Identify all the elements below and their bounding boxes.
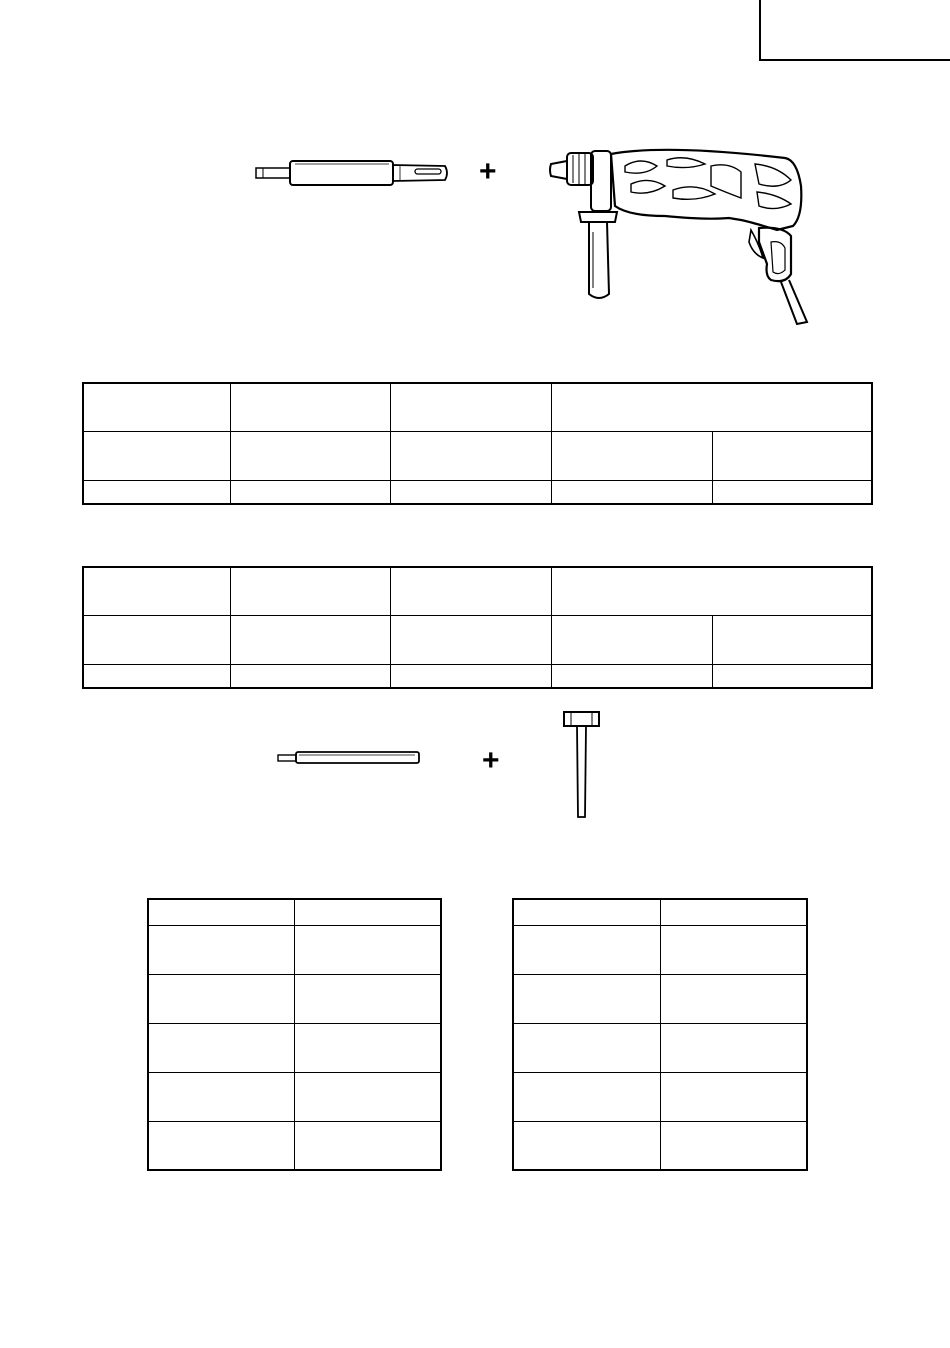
table-cell [712, 665, 872, 688]
spec-table-1 [82, 382, 873, 505]
table-row [513, 1121, 807, 1170]
page-corner-box [759, 0, 950, 61]
rotary-hammer-icon [545, 146, 817, 336]
table-cell [390, 665, 551, 688]
table-2-header-cell [712, 616, 872, 665]
table-4-header-cell [513, 899, 660, 925]
table-cell [294, 974, 441, 1023]
table-row [148, 974, 441, 1023]
table-row [83, 481, 872, 504]
table-4-header-row [513, 899, 807, 925]
table-row [513, 925, 807, 974]
table-1-header-row-1 [83, 383, 872, 432]
table-cell [148, 1072, 294, 1121]
table-cell [660, 1023, 807, 1072]
table-cell [513, 1023, 660, 1072]
table-1-header-cell [230, 383, 390, 432]
spec-table-4 [512, 898, 808, 1171]
table-cell [148, 925, 294, 974]
spec-table-2 [82, 566, 873, 689]
table-2-header-cell [230, 616, 390, 665]
table-2-header-row-1 [83, 567, 872, 616]
hammer-icon [561, 710, 603, 820]
table-row [148, 925, 441, 974]
table-1-header-cell [712, 432, 872, 481]
table-cell [83, 481, 230, 504]
table-cell [551, 481, 712, 504]
table-2-header-cell [551, 567, 872, 616]
table-4-header-cell [660, 899, 807, 925]
table-cell [230, 481, 390, 504]
table-cell [294, 925, 441, 974]
table-1-header-cell [551, 432, 712, 481]
table-1-header-cell [83, 432, 230, 481]
table-cell [660, 925, 807, 974]
table-cell [294, 1072, 441, 1121]
setting-tool-bar-icon [277, 750, 421, 766]
table-cell [513, 1072, 660, 1121]
table-row [83, 665, 872, 688]
plus-sign-2: + [482, 744, 500, 777]
table-2-header-cell [390, 567, 551, 616]
table-cell [712, 481, 872, 504]
table-1-header-cell [83, 383, 230, 432]
table-cell [513, 925, 660, 974]
table-2-header-cell [551, 616, 712, 665]
table-row [148, 1121, 441, 1170]
table-cell [294, 1121, 441, 1170]
table-cell [148, 974, 294, 1023]
table-cell [148, 1023, 294, 1072]
table-cell [513, 1121, 660, 1170]
adapter-bit-icon [255, 158, 455, 188]
table-3-header-cell [294, 899, 441, 925]
table-cell [83, 665, 230, 688]
table-cell [390, 481, 551, 504]
table-1-header-row-2 [83, 432, 872, 481]
table-cell [660, 1121, 807, 1170]
plus-sign-1: + [479, 155, 497, 188]
table-2-header-row-2 [83, 616, 872, 665]
table-row [148, 1023, 441, 1072]
table-1-header-cell [390, 383, 551, 432]
table-1-header-cell [551, 383, 872, 432]
table-cell [294, 1023, 441, 1072]
table-row [513, 1072, 807, 1121]
table-2-header-cell [390, 616, 551, 665]
table-cell [148, 1121, 294, 1170]
table-row [513, 1023, 807, 1072]
table-cell [660, 1072, 807, 1121]
table-2-header-cell [83, 616, 230, 665]
table-1-header-cell [390, 432, 551, 481]
table-1-header-cell [230, 432, 390, 481]
table-3-header-cell [148, 899, 294, 925]
table-3-header-row [148, 899, 441, 925]
table-row [513, 974, 807, 1023]
table-cell [660, 974, 807, 1023]
table-row [148, 1072, 441, 1121]
table-2-header-cell [230, 567, 390, 616]
table-2-header-cell [83, 567, 230, 616]
table-cell [230, 665, 390, 688]
table-cell [513, 974, 660, 1023]
table-cell [551, 665, 712, 688]
spec-table-3 [147, 898, 442, 1171]
